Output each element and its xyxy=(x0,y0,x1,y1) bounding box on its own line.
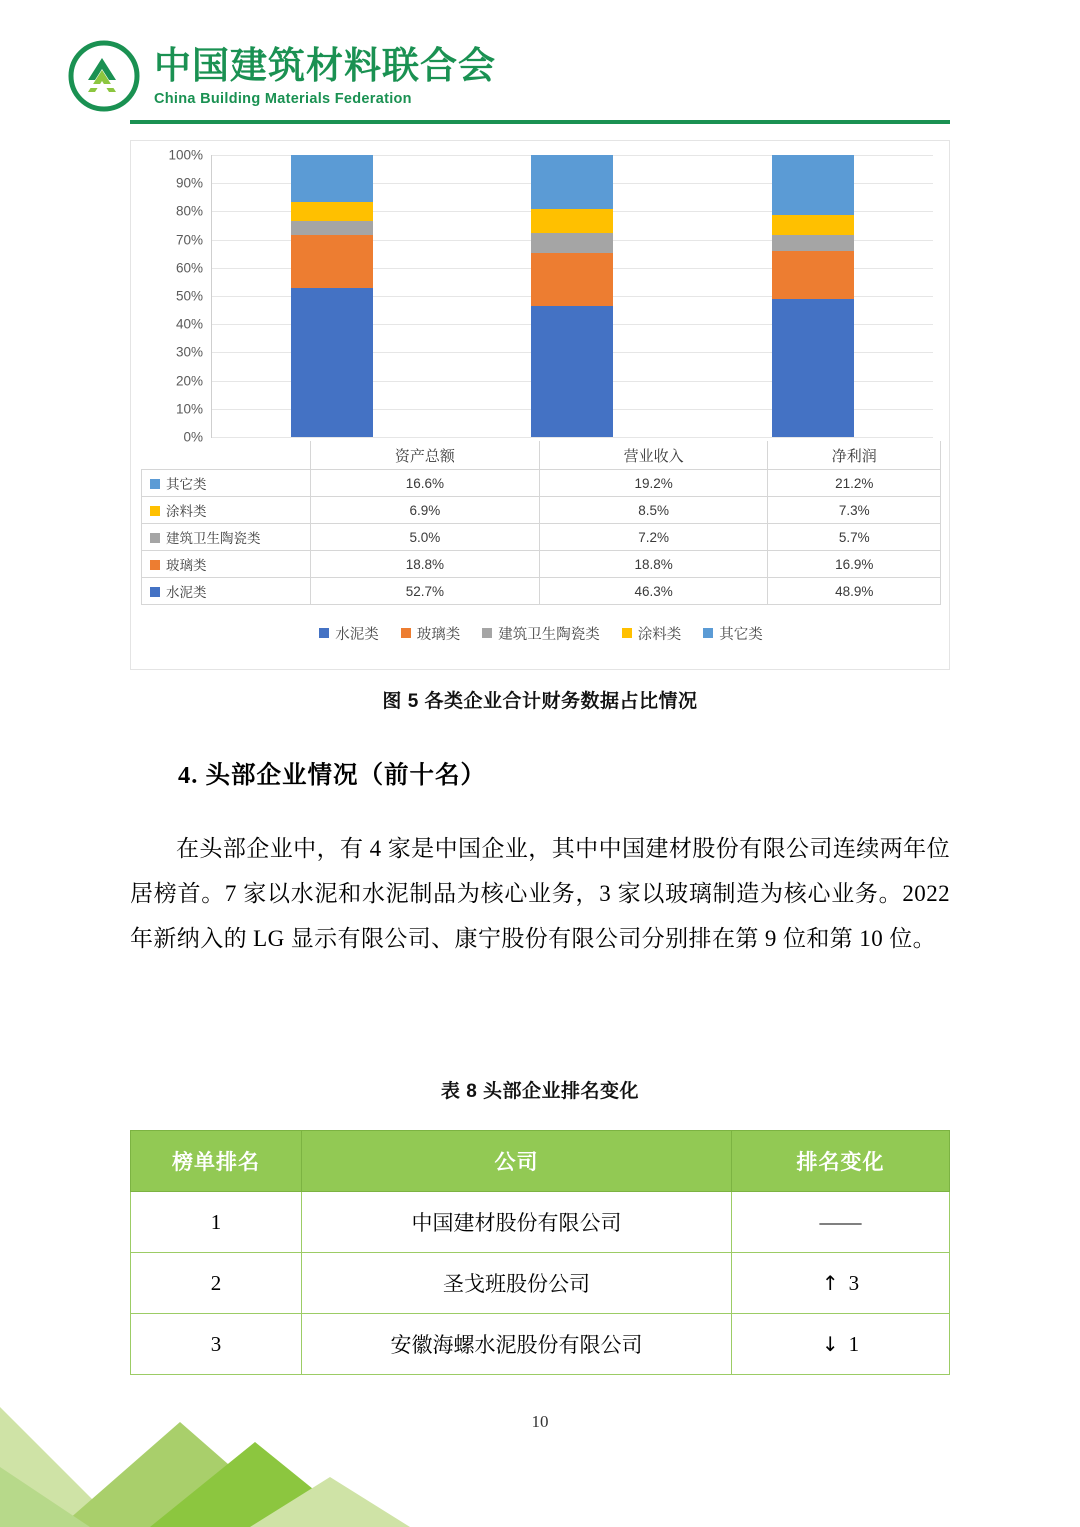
y-tick-label: 0% xyxy=(183,429,203,445)
cell-rank: 1 xyxy=(131,1192,302,1253)
swatch-cement xyxy=(150,587,160,597)
header-divider xyxy=(130,120,950,124)
value-other-1: 19.2% xyxy=(539,470,768,497)
value-cement-2: 48.9% xyxy=(768,578,941,605)
header-rank: 榜单排名 xyxy=(131,1131,302,1192)
y-tick-label: 70% xyxy=(175,232,203,248)
bar-segment xyxy=(772,215,854,236)
swatch-ceramic xyxy=(150,533,160,543)
y-tick-label: 30% xyxy=(175,344,203,360)
legend-item xyxy=(703,623,763,644)
bar-segment xyxy=(531,209,613,233)
bar-segment xyxy=(531,253,613,306)
value-coating-0: 6.9% xyxy=(311,497,540,524)
swatch-other xyxy=(150,479,160,489)
series-label-glass: 玻璃类 xyxy=(142,551,311,578)
value-cement-1: 46.3% xyxy=(539,578,768,605)
bar-segment xyxy=(772,155,854,215)
cell-rank: 2 xyxy=(131,1253,302,1314)
legend-label: 水泥类 xyxy=(335,627,379,643)
legend-swatch xyxy=(482,628,492,638)
legend-label: 玻璃类 xyxy=(416,627,461,643)
chart-plot-area xyxy=(141,147,941,465)
chart-legend xyxy=(131,623,951,644)
cell-change xyxy=(732,1253,950,1314)
document-header xyxy=(68,28,948,124)
bar-segment xyxy=(531,155,613,209)
table-header-row xyxy=(131,1131,950,1192)
cell-company: 中国建材股份有限公司 xyxy=(302,1192,732,1253)
table-row-cement xyxy=(142,578,941,605)
x-category-0: 资产总额 xyxy=(311,441,540,470)
legend-label: 建筑卫生陶瓷类 xyxy=(498,627,600,643)
table-row-other xyxy=(142,470,941,497)
value-cement-0: 52.7% xyxy=(311,578,540,605)
series-label-coating: 涂料类 xyxy=(142,497,311,524)
bar-segment xyxy=(531,306,613,437)
y-tick-label: 90% xyxy=(175,175,203,191)
swatch-coating xyxy=(150,506,160,516)
chart-plot xyxy=(211,155,933,438)
section-heading: 4. 头部企业情况（前十名） xyxy=(178,762,486,789)
value-other-2: 21.2% xyxy=(768,470,941,497)
legend-swatch xyxy=(703,628,713,638)
bar-segment xyxy=(772,251,854,299)
table-row xyxy=(131,1314,950,1375)
cbmf-logo-icon xyxy=(68,40,140,112)
series-label-other: 其它类 xyxy=(142,470,311,497)
value-coating-1: 8.5% xyxy=(539,497,768,524)
x-category-2: 净利润 xyxy=(768,441,941,470)
series-label-cement: 水泥类 xyxy=(142,578,311,605)
cell-change: —— xyxy=(732,1192,950,1253)
arrow-up-icon: ↑ xyxy=(821,1270,839,1295)
gridline xyxy=(212,437,933,438)
table-row-glass xyxy=(142,551,941,578)
change-value: 1 xyxy=(848,1331,860,1356)
org-name-en: China Building Materials Federation xyxy=(154,90,412,107)
y-tick-label: 40% xyxy=(175,316,203,332)
y-axis xyxy=(141,147,209,445)
swatch-glass xyxy=(150,560,160,570)
legend-label: 涂料类 xyxy=(637,627,682,643)
value-coating-2: 7.3% xyxy=(768,497,941,524)
y-tick-label: 20% xyxy=(175,373,203,389)
value-ceramic-2: 5.7% xyxy=(768,524,941,551)
series-label-ceramic: 建筑卫生陶瓷类 xyxy=(142,524,311,551)
legend-swatch xyxy=(319,628,329,638)
y-tick-label: 60% xyxy=(175,260,203,276)
value-ceramic-1: 7.2% xyxy=(539,524,768,551)
value-glass-1: 18.8% xyxy=(539,551,768,578)
chart-figure xyxy=(130,140,950,670)
legend-swatch xyxy=(622,628,632,638)
org-name-cn: 中国建筑材料联合会 xyxy=(154,45,496,87)
legend-swatch xyxy=(401,628,411,638)
table-row-coating xyxy=(142,497,941,524)
legend-label: 其它类 xyxy=(719,627,763,643)
legend-item xyxy=(622,623,682,644)
section-paragraph: 在头部企业中，有 4 家是中国企业，其中中国建材股份有限公司连续两年位居榜首。7 家以水泥和水泥制品为核心业务，3 家以玻璃制造为核心业务。2022 年新纳入的 LG 显示有限公司、康宁股份有限公司分别排在第 9 位和第 10 位。 xyxy=(130,836,950,951)
legend-item xyxy=(319,623,379,644)
bar-segment xyxy=(291,155,373,202)
axis-row-spacer xyxy=(142,441,311,470)
bar-slot xyxy=(693,155,933,437)
chart-x-axis-row xyxy=(142,441,941,470)
bar-segment xyxy=(291,202,373,221)
top-enterprise-table xyxy=(130,1130,950,1375)
page-number: 10 xyxy=(531,1412,549,1431)
stacked-bar xyxy=(291,155,373,437)
cell-change xyxy=(732,1314,950,1375)
y-tick-label: 80% xyxy=(175,203,203,219)
stacked-bar xyxy=(772,155,854,437)
arrow-down-icon: ↓ xyxy=(821,1331,839,1356)
stacked-bar xyxy=(531,155,613,437)
bar-segment xyxy=(291,221,373,235)
change-value: 3 xyxy=(848,1270,860,1295)
y-tick-label: 100% xyxy=(168,147,203,163)
value-ceramic-0: 5.0% xyxy=(311,524,540,551)
table-caption: 表 8 头部企业排名变化 xyxy=(440,1081,640,1102)
bar-segment xyxy=(291,288,373,437)
table-row-ceramic xyxy=(142,524,941,551)
bar-slot xyxy=(212,155,452,437)
table-row xyxy=(131,1192,950,1253)
y-tick-label: 50% xyxy=(175,288,203,304)
legend-item xyxy=(401,623,461,644)
cell-rank: 3 xyxy=(131,1314,302,1375)
table-row xyxy=(131,1253,950,1314)
cell-company: 圣戈班股份公司 xyxy=(302,1253,732,1314)
value-other-0: 16.6% xyxy=(311,470,540,497)
x-category-1: 营业收入 xyxy=(539,441,768,470)
bar-slot xyxy=(452,155,692,437)
legend-item xyxy=(482,623,600,644)
y-tick-label: 10% xyxy=(175,401,203,417)
figure-caption: 图 5 各类企业合计财务数据占比情况 xyxy=(382,691,698,712)
bar-segment xyxy=(531,233,613,253)
value-glass-0: 18.8% xyxy=(311,551,540,578)
bar-segment xyxy=(291,235,373,288)
chart-data-table xyxy=(141,441,941,605)
bar-segment xyxy=(772,299,854,437)
value-glass-2: 16.9% xyxy=(768,551,941,578)
header-change: 排名变化 xyxy=(732,1131,950,1192)
bar-segment xyxy=(772,235,854,251)
header-company: 公司 xyxy=(302,1131,732,1192)
cell-company: 安徽海螺水泥股份有限公司 xyxy=(302,1314,732,1375)
bar-group xyxy=(212,155,933,437)
